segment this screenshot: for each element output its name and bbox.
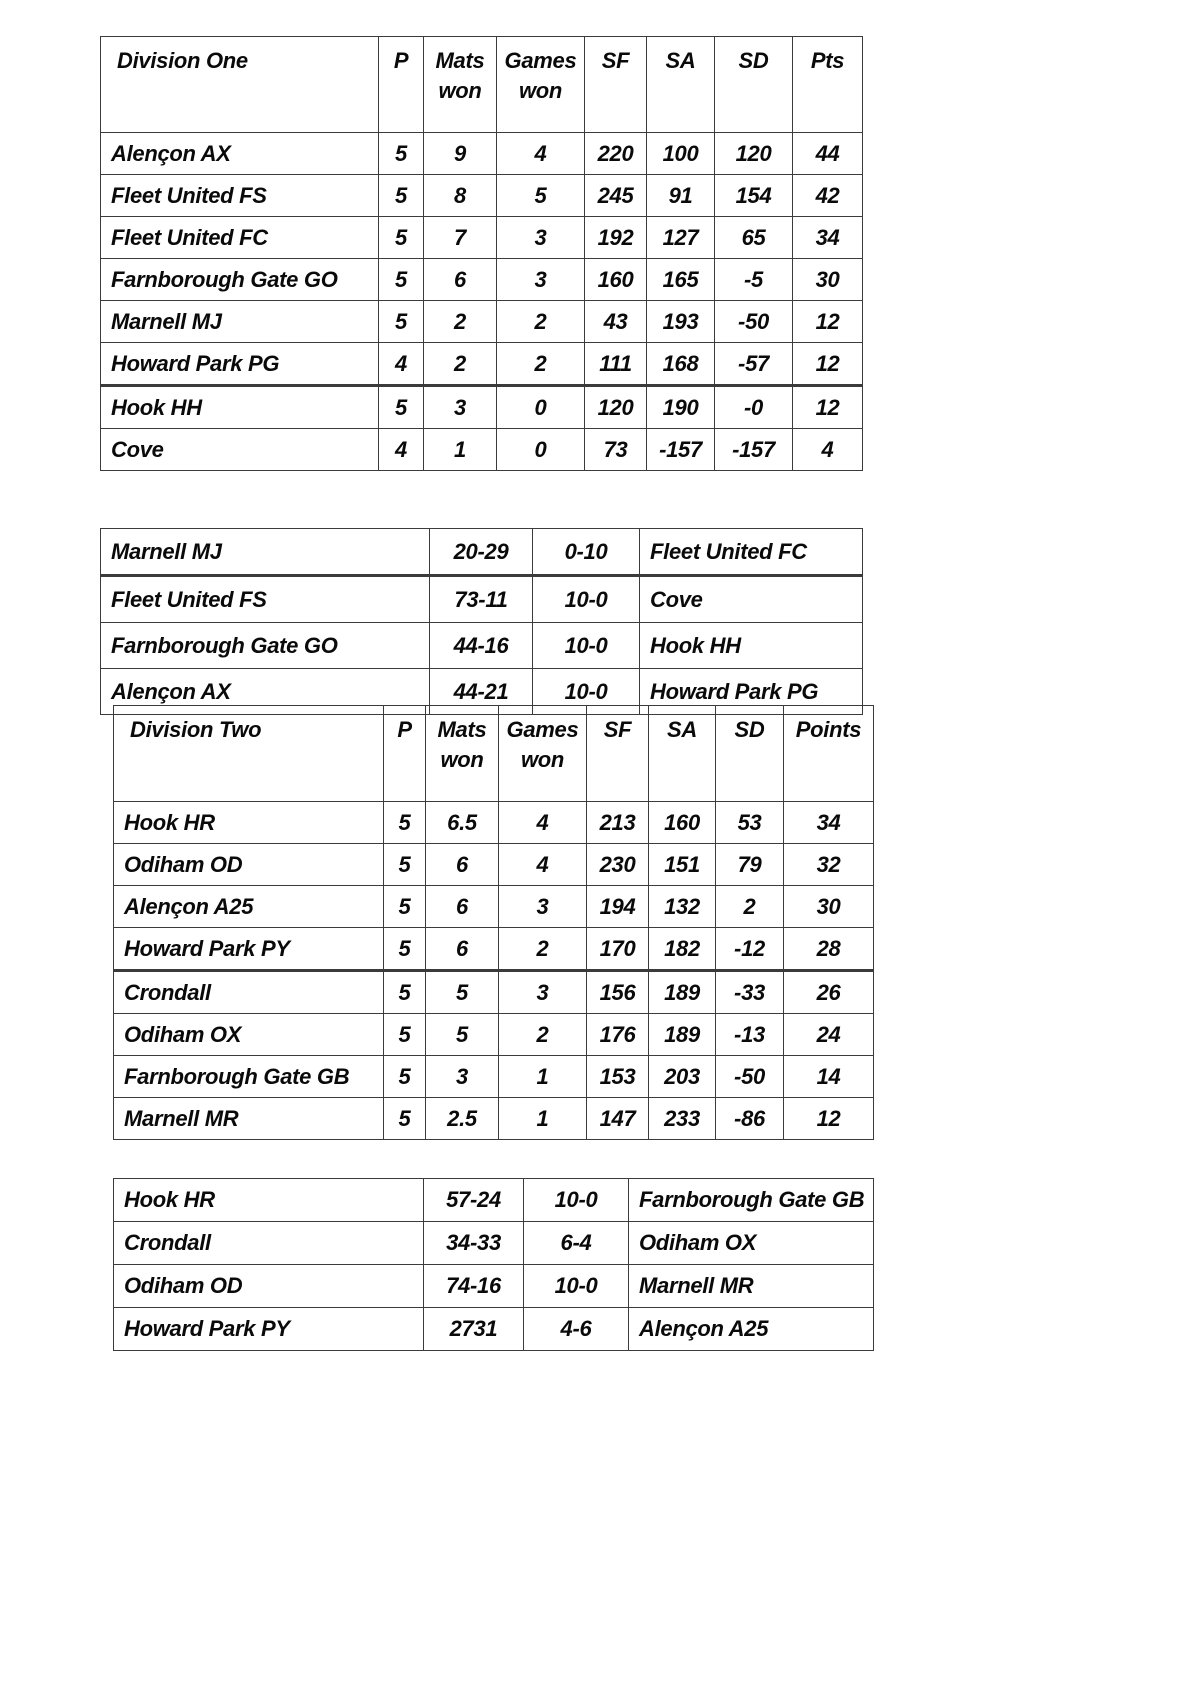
stat-cell: 4 <box>793 429 863 471</box>
away-team-cell: Fleet United FC <box>640 529 863 576</box>
stat-cell: 2 <box>424 301 497 343</box>
stat-cell: 0 <box>497 429 585 471</box>
score-cell: 74-16 <box>424 1265 524 1308</box>
stat-cell: 0 <box>497 386 585 429</box>
stat-cell: 32 <box>784 844 874 886</box>
stat-cell: 2 <box>716 886 784 928</box>
stat-cell: 182 <box>649 928 716 971</box>
stat-cell: -157 <box>647 429 715 471</box>
standings-row <box>101 343 863 386</box>
games-score-cell: 0-10 <box>533 529 640 576</box>
stat-cell: 170 <box>587 928 649 971</box>
standings-row <box>101 429 863 471</box>
standings-row <box>114 802 874 844</box>
stat-cell: -12 <box>716 928 784 971</box>
stat-cell: 30 <box>793 259 863 301</box>
stat-cell: 100 <box>647 133 715 175</box>
stat-cell: 26 <box>784 971 874 1014</box>
away-team-cell: Howard Park PG <box>640 669 863 715</box>
score-cell: 44-21 <box>430 669 533 715</box>
standings-row <box>101 301 863 343</box>
team-name-cell: Farnborough Gate GB <box>114 1056 384 1098</box>
stat-cell: 189 <box>649 971 716 1014</box>
stat-cell: 9 <box>424 133 497 175</box>
stat-cell: 194 <box>587 886 649 928</box>
division-two-results-table <box>113 1178 874 1351</box>
stat-cell: 3 <box>426 1056 499 1098</box>
score-cell: 57-24 <box>424 1179 524 1222</box>
stat-cell: 24 <box>784 1014 874 1056</box>
stat-cell: 5 <box>384 928 426 971</box>
team-name-cell: Marnell MJ <box>101 301 379 343</box>
division-one-results-table <box>100 528 863 715</box>
stat-cell: 34 <box>793 217 863 259</box>
stat-cell: 127 <box>647 217 715 259</box>
stat-cell: 3 <box>499 886 587 928</box>
stat-cell: 6 <box>426 928 499 971</box>
away-team-cell: Alençon A25 <box>629 1308 874 1351</box>
result-row <box>101 623 863 669</box>
stat-cell: 203 <box>649 1056 716 1098</box>
team-name-cell: Odiham OD <box>114 844 384 886</box>
games-score-cell: 10-0 <box>524 1179 629 1222</box>
stat-cell: 2.5 <box>426 1098 499 1140</box>
stat-cell: 6.5 <box>426 802 499 844</box>
stat-cell: 1 <box>424 429 497 471</box>
stat-cell: 2 <box>499 928 587 971</box>
stat-cell: -33 <box>716 971 784 1014</box>
away-team-cell: Cove <box>640 576 863 623</box>
stat-cell: 213 <box>587 802 649 844</box>
division-one-standings-table <box>100 36 862 471</box>
team-name-cell: Farnborough Gate GO <box>101 259 379 301</box>
stat-cell: -5 <box>715 259 793 301</box>
home-team-cell: Farnborough Gate GO <box>101 623 430 669</box>
stat-cell: 5 <box>379 301 424 343</box>
stat-cell: 5 <box>497 175 585 217</box>
home-team-cell: Marnell MJ <box>101 529 430 576</box>
standings-row <box>114 928 874 971</box>
standings-header-row <box>101 37 863 133</box>
stat-cell: 245 <box>585 175 647 217</box>
stat-cell: 154 <box>715 175 793 217</box>
standings-row <box>101 217 863 259</box>
away-team-cell: Odiham OX <box>629 1222 874 1265</box>
stat-cell: 4 <box>379 429 424 471</box>
stat-cell: 193 <box>647 301 715 343</box>
team-name-cell: Alençon A25 <box>114 886 384 928</box>
column-header: SF <box>585 37 647 133</box>
stat-cell: -0 <box>715 386 793 429</box>
stat-cell: 120 <box>715 133 793 175</box>
stat-cell: 5 <box>379 217 424 259</box>
stat-cell: 6 <box>426 844 499 886</box>
stat-cell: 120 <box>585 386 647 429</box>
team-name-cell: Odiham OX <box>114 1014 384 1056</box>
score-cell: 20-29 <box>430 529 533 576</box>
column-header: Mats won <box>424 37 497 133</box>
stat-cell: 2 <box>424 343 497 386</box>
games-score-cell: 10-0 <box>524 1265 629 1308</box>
table-title: Division Two <box>114 706 384 802</box>
stat-cell: 5 <box>379 386 424 429</box>
column-header: P <box>379 37 424 133</box>
team-name-cell: Crondall <box>114 971 384 1014</box>
division-one-results-table <box>100 528 862 715</box>
stat-cell: 5 <box>384 971 426 1014</box>
stat-cell: 5 <box>384 886 426 928</box>
team-name-cell: Alençon AX <box>101 133 379 175</box>
stat-cell: 3 <box>497 259 585 301</box>
stat-cell: 147 <box>587 1098 649 1140</box>
stat-cell: 12 <box>784 1098 874 1140</box>
team-name-cell: Marnell MR <box>114 1098 384 1140</box>
column-header: Games won <box>497 37 585 133</box>
division-two-results-table <box>113 1178 873 1351</box>
stat-cell: 4 <box>499 802 587 844</box>
team-name-cell: Hook HH <box>101 386 379 429</box>
stat-cell: 156 <box>587 971 649 1014</box>
standings-header-row <box>114 706 874 802</box>
division-two-standings-table <box>113 705 873 1140</box>
stat-cell: 5 <box>384 1056 426 1098</box>
stat-cell: 5 <box>379 133 424 175</box>
result-row <box>114 1222 874 1265</box>
stat-cell: 4 <box>497 133 585 175</box>
games-score-cell: 10-0 <box>533 576 640 623</box>
stat-cell: 5 <box>384 802 426 844</box>
stat-cell: 28 <box>784 928 874 971</box>
result-row <box>114 1308 874 1351</box>
home-team-cell: Odiham OD <box>114 1265 424 1308</box>
stat-cell: 12 <box>793 343 863 386</box>
stat-cell: 151 <box>649 844 716 886</box>
stat-cell: 3 <box>424 386 497 429</box>
stat-cell: 2 <box>497 343 585 386</box>
stat-cell: 220 <box>585 133 647 175</box>
stat-cell: 3 <box>497 217 585 259</box>
stat-cell: 160 <box>585 259 647 301</box>
stat-cell: 132 <box>649 886 716 928</box>
standings-row <box>114 844 874 886</box>
table-title: Division One <box>101 37 379 133</box>
stat-cell: 230 <box>587 844 649 886</box>
games-score-cell: 10-0 <box>533 669 640 715</box>
stat-cell: 12 <box>793 386 863 429</box>
standings-row <box>101 133 863 175</box>
stat-cell: 5 <box>379 175 424 217</box>
division-two-table <box>113 705 874 1140</box>
team-name-cell: Howard Park PG <box>101 343 379 386</box>
stat-cell: 73 <box>585 429 647 471</box>
stat-cell: 1 <box>499 1098 587 1140</box>
column-header: Games won <box>499 706 587 802</box>
standings-row <box>114 971 874 1014</box>
stat-cell: 5 <box>426 971 499 1014</box>
column-header: Mats won <box>426 706 499 802</box>
stat-cell: 2 <box>499 1014 587 1056</box>
stat-cell: 1 <box>499 1056 587 1098</box>
stat-cell: -50 <box>715 301 793 343</box>
stat-cell: 111 <box>585 343 647 386</box>
score-cell: 44-16 <box>430 623 533 669</box>
home-team-cell: Howard Park PY <box>114 1308 424 1351</box>
result-row <box>101 529 863 576</box>
stat-cell: 5 <box>379 259 424 301</box>
column-header: SD <box>716 706 784 802</box>
games-score-cell: 10-0 <box>533 623 640 669</box>
stat-cell: 4 <box>379 343 424 386</box>
column-header: Points <box>784 706 874 802</box>
stat-cell: 6 <box>424 259 497 301</box>
stat-cell: 6 <box>426 886 499 928</box>
home-team-cell: Alençon AX <box>101 669 430 715</box>
stat-cell: 190 <box>647 386 715 429</box>
stat-cell: 79 <box>716 844 784 886</box>
stat-cell: 44 <box>793 133 863 175</box>
away-team-cell: Marnell MR <box>629 1265 874 1308</box>
result-row <box>101 576 863 623</box>
games-score-cell: 6-4 <box>524 1222 629 1265</box>
stat-cell: 168 <box>647 343 715 386</box>
standings-row <box>114 1014 874 1056</box>
away-team-cell: Farnborough Gate GB <box>629 1179 874 1222</box>
team-name-cell: Hook HR <box>114 802 384 844</box>
stat-cell: 8 <box>424 175 497 217</box>
column-header: Pts <box>793 37 863 133</box>
stat-cell: -57 <box>715 343 793 386</box>
division-one-table <box>100 36 863 471</box>
stat-cell: 43 <box>585 301 647 343</box>
column-header: SF <box>587 706 649 802</box>
home-team-cell: Hook HR <box>114 1179 424 1222</box>
column-header: SA <box>647 37 715 133</box>
stat-cell: 14 <box>784 1056 874 1098</box>
stat-cell: 160 <box>649 802 716 844</box>
stat-cell: 7 <box>424 217 497 259</box>
team-name-cell: Howard Park PY <box>114 928 384 971</box>
standings-row <box>101 386 863 429</box>
result-row <box>114 1179 874 1222</box>
stat-cell: 192 <box>585 217 647 259</box>
stat-cell: 12 <box>793 301 863 343</box>
standings-row <box>101 175 863 217</box>
home-team-cell: Fleet United FS <box>101 576 430 623</box>
stat-cell: 53 <box>716 802 784 844</box>
score-cell: 2731 <box>424 1308 524 1351</box>
stat-cell: 5 <box>384 1014 426 1056</box>
team-name-cell: Fleet United FC <box>101 217 379 259</box>
games-score-cell: 4-6 <box>524 1308 629 1351</box>
standings-row <box>114 886 874 928</box>
column-header: SA <box>649 706 716 802</box>
stat-cell: 4 <box>499 844 587 886</box>
stat-cell: 5 <box>384 1098 426 1140</box>
standings-row <box>101 259 863 301</box>
stat-cell: 30 <box>784 886 874 928</box>
column-header: P <box>384 706 426 802</box>
stat-cell: 2 <box>497 301 585 343</box>
stat-cell: 153 <box>587 1056 649 1098</box>
stat-cell: -50 <box>716 1056 784 1098</box>
standings-row <box>114 1056 874 1098</box>
column-header: SD <box>715 37 793 133</box>
team-name-cell: Cove <box>101 429 379 471</box>
away-team-cell: Hook HH <box>640 623 863 669</box>
stat-cell: 42 <box>793 175 863 217</box>
standings-row <box>114 1098 874 1140</box>
score-cell: 34-33 <box>424 1222 524 1265</box>
stat-cell: 233 <box>649 1098 716 1140</box>
stat-cell: -13 <box>716 1014 784 1056</box>
score-cell: 73-11 <box>430 576 533 623</box>
stat-cell: 34 <box>784 802 874 844</box>
stat-cell: 5 <box>426 1014 499 1056</box>
stat-cell: -157 <box>715 429 793 471</box>
stat-cell: -86 <box>716 1098 784 1140</box>
stat-cell: 5 <box>384 844 426 886</box>
stat-cell: 176 <box>587 1014 649 1056</box>
stat-cell: 91 <box>647 175 715 217</box>
home-team-cell: Crondall <box>114 1222 424 1265</box>
stat-cell: 65 <box>715 217 793 259</box>
stat-cell: 3 <box>499 971 587 1014</box>
result-row <box>114 1265 874 1308</box>
stat-cell: 165 <box>647 259 715 301</box>
team-name-cell: Fleet United FS <box>101 175 379 217</box>
stat-cell: 189 <box>649 1014 716 1056</box>
